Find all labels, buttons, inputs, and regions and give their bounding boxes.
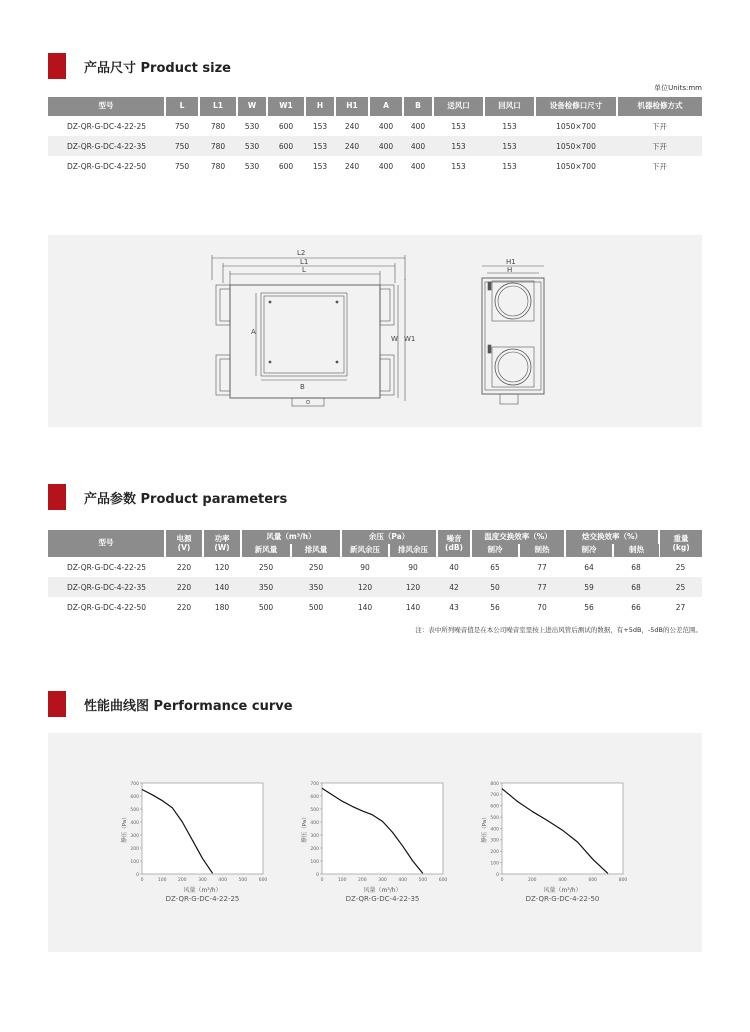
col-cooling-enth: 制冷	[565, 544, 613, 557]
table-row	[48, 116, 702, 136]
col-fresh-air: 新风量	[241, 544, 291, 557]
col-noise	[437, 530, 471, 557]
size-col-header: 送风口	[433, 97, 484, 116]
performance-chart-2	[298, 779, 449, 888]
col-pressure: 余压（Pa）	[341, 530, 437, 544]
section-accent-bar	[48, 484, 66, 510]
y-tick-label: 400	[490, 827, 499, 833]
table-cell: 500	[258, 602, 274, 612]
table-cell: 240	[344, 121, 360, 131]
table-cell: 77	[519, 577, 565, 597]
y-tick-label: 700	[310, 781, 319, 787]
table-cell: 70	[537, 602, 547, 612]
size-col-header: 机器检修方式	[617, 97, 702, 116]
col-fresh-pressure: 新风余压	[341, 544, 389, 557]
col-heating: 制热	[519, 544, 565, 557]
x-tick-label: 0	[320, 878, 324, 883]
table-cell: DZ-QR-G-DC-4-22-35	[48, 136, 165, 156]
table-cell: 25	[659, 577, 702, 597]
table-cell: 66	[631, 602, 641, 612]
table-cell: 90	[360, 562, 370, 572]
section-accent-bar	[48, 691, 66, 717]
table-cell: 120	[389, 577, 437, 597]
size-col-header: L	[165, 97, 199, 116]
table-cell: 77	[537, 562, 547, 572]
dimension-drawing	[48, 235, 702, 427]
size-col-header: H	[305, 97, 335, 116]
table-cell: 40	[449, 562, 459, 572]
table-cell: 153	[312, 161, 328, 171]
col-noise-label: 噪音 (dB)	[445, 534, 463, 552]
y-tick-label: 300	[310, 833, 319, 839]
drain-outlet	[292, 398, 324, 406]
y-tick-label: 100	[310, 859, 319, 865]
table-row	[48, 156, 702, 176]
y-tick-label: 300	[130, 833, 139, 839]
table-cell: 780	[199, 136, 237, 156]
x-tick-label: 200	[358, 878, 367, 883]
section-header-product-parameters	[48, 484, 287, 510]
y-tick-label: 400	[130, 820, 139, 826]
table-cell: DZ-QR-G-DC-4-22-25	[66, 121, 147, 131]
table-cell: 600	[278, 161, 294, 171]
table-cell: 153	[484, 136, 535, 156]
size-col-header: 型号	[48, 97, 165, 116]
y-tick-label: 200	[130, 846, 139, 852]
label-b: B	[300, 383, 305, 391]
x-tick-label: 300	[198, 878, 207, 883]
y-tick-label: 200	[490, 850, 499, 856]
table-cell: 240	[335, 136, 369, 156]
unit-body-outline	[230, 285, 380, 398]
section-header-performance-curve	[48, 691, 293, 717]
x-tick-label: 100	[157, 878, 167, 883]
col-airflow: 风量（m³/h）	[241, 530, 341, 544]
performance-chart-3	[478, 779, 629, 888]
plot-frame	[322, 783, 443, 874]
label-l: L	[302, 266, 306, 274]
col-exhaust-air: 排风量	[291, 544, 341, 557]
x-axis-label: 风量（m³/h）	[543, 887, 582, 894]
table-cell: 530	[237, 136, 267, 156]
table-cell: 1050×700	[535, 136, 617, 156]
x-tick-label: 200	[178, 878, 187, 883]
table-cell: 56	[584, 602, 594, 612]
table-cell: 250	[258, 562, 274, 572]
table-cell: DZ-QR-G-DC-4-22-35	[48, 577, 165, 597]
col-wattage	[203, 530, 241, 557]
table-cell: DZ-QR-G-DC-4-22-50	[66, 161, 147, 171]
size-col-header: 设备检修口尺寸	[535, 97, 617, 116]
section-accent-bar	[48, 53, 66, 79]
table-cell: 530	[244, 121, 260, 131]
x-tick-label: 200	[527, 878, 537, 883]
y-tick-label: 0	[496, 872, 499, 878]
label-w: W	[391, 335, 398, 343]
unit-note: 单位Units:mm	[654, 84, 702, 92]
col-model: 型号	[48, 530, 165, 557]
table-cell: 400	[410, 161, 426, 171]
table-cell: 600	[267, 136, 305, 156]
y-tick-label: 100	[130, 859, 139, 865]
table-cell: 65	[490, 562, 500, 572]
size-col-header: W1	[267, 97, 305, 116]
col-temp-eff: 温度交换效率（%）	[471, 530, 565, 544]
x-tick-label: 400	[558, 878, 567, 883]
chart-caption: DZ-QR-G-DC-4-22-25	[165, 895, 240, 903]
table-cell: 350	[241, 577, 291, 597]
col-power	[165, 530, 203, 557]
table-cell: 1050×700	[556, 161, 596, 171]
table-cell: 400	[378, 161, 394, 171]
table-cell: 153	[451, 161, 466, 171]
left-duct-top	[216, 285, 230, 325]
y-tick-label: 0	[316, 872, 319, 878]
chart-caption: DZ-QR-G-DC-4-22-50	[525, 895, 600, 903]
table-cell: 400	[410, 121, 426, 131]
y-axis-label: 静压（Pa）	[482, 814, 488, 843]
y-tick-label: 400	[310, 820, 319, 826]
x-tick-label: 500	[418, 878, 428, 883]
table-cell: 120	[341, 577, 389, 597]
table-cell: 180	[214, 602, 230, 612]
label-h1: H1	[506, 258, 516, 266]
col-cooling: 制冷	[471, 544, 519, 557]
table-cell: 153	[433, 136, 484, 156]
table-cell: 27	[675, 602, 686, 612]
x-tick-label: 600	[258, 878, 268, 883]
size-col-header: L1	[199, 97, 237, 116]
table-row	[48, 577, 702, 597]
table-cell: 220	[165, 577, 203, 597]
table-cell: 42	[437, 577, 471, 597]
y-axis-label: 静压（Pa）	[302, 814, 308, 843]
x-tick-label: 0	[140, 878, 144, 883]
right-duct-top	[380, 285, 394, 325]
table-cell: 750	[174, 161, 190, 171]
y-tick-label: 600	[310, 794, 319, 800]
section-title: 性能曲线图 Performance curve	[84, 698, 293, 714]
product-size-table	[48, 97, 702, 176]
y-axis-label: 静压（Pa）	[122, 814, 128, 843]
table-cell: 153	[451, 121, 466, 131]
y-tick-label: 700	[490, 793, 499, 799]
y-tick-label: 300	[490, 838, 499, 844]
table-cell: 153	[305, 136, 335, 156]
section-header-product-size	[48, 53, 231, 79]
y-tick-label: 600	[130, 794, 139, 800]
table-cell: 25	[675, 562, 686, 572]
table-cell: 68	[631, 562, 641, 572]
col-enth-eff: 焓交换效率（%）	[565, 530, 659, 544]
x-tick-label: 800	[618, 878, 628, 883]
col-wattage-label: 功率 (W)	[214, 534, 230, 552]
col-power-label: 电源 (V)	[176, 534, 192, 552]
table-cell: 50	[471, 577, 519, 597]
table-footnote: 注：表中所列噪音值是在本公司噪音室里按上进出风管后测试的数据，有+5dB，-5dB的公差范围。	[415, 626, 702, 634]
table-cell: 350	[291, 577, 341, 597]
dimension-drawing-panel	[48, 235, 702, 427]
table-cell: 250	[308, 562, 324, 572]
table-cell: 下开	[652, 121, 667, 131]
table-cell: 140	[405, 602, 421, 612]
table-cell: 90	[408, 562, 418, 572]
x-tick-label: 300	[378, 878, 387, 883]
y-tick-label: 0	[136, 872, 139, 878]
table-cell: 400	[378, 121, 394, 131]
y-tick-label: 100	[490, 861, 499, 867]
table-cell: 56	[490, 602, 500, 612]
x-axis-label: 风量（m³/h）	[183, 887, 222, 894]
table-cell: 43	[449, 602, 459, 612]
table-cell: 220	[176, 602, 192, 612]
y-tick-label: 500	[130, 807, 139, 813]
label-a: A	[251, 328, 256, 336]
plot-frame	[142, 783, 263, 874]
x-axis-label: 风量（m³/h）	[363, 887, 402, 894]
table-cell: 240	[344, 161, 360, 171]
col-heating-enth: 制热	[613, 544, 659, 557]
table-cell: 600	[278, 121, 294, 131]
table-cell: 400	[403, 136, 433, 156]
section-title: 产品尺寸 Product size	[84, 60, 231, 76]
x-tick-label: 400	[218, 878, 227, 883]
table-cell: 64	[584, 562, 594, 572]
y-tick-label: 200	[310, 846, 319, 852]
table-cell: 153	[502, 161, 517, 171]
table-cell: 750	[165, 136, 199, 156]
table-cell: 153	[312, 121, 328, 131]
right-duct-bottom	[380, 355, 394, 395]
section-title: 产品参数 Product parameters	[84, 491, 288, 507]
left-duct-bottom	[216, 355, 230, 395]
size-col-header: H1	[335, 97, 369, 116]
size-col-header: W	[237, 97, 267, 116]
table-cell: 1050×700	[556, 121, 596, 131]
table-cell: 780	[210, 121, 226, 131]
label-l2: L2	[297, 249, 306, 257]
table-cell: 780	[210, 161, 226, 171]
y-tick-label: 700	[130, 781, 139, 787]
x-tick-label: 500	[238, 878, 248, 883]
table-cell: 220	[176, 562, 192, 572]
table-row	[48, 557, 702, 577]
table-row	[48, 136, 702, 156]
y-tick-label: 800	[490, 781, 499, 787]
table-cell: 750	[174, 121, 190, 131]
size-col-header: A	[369, 97, 403, 116]
col-exhaust-pressure: 排风余压	[389, 544, 437, 557]
table-cell: 59	[565, 577, 613, 597]
table-cell: 500	[308, 602, 324, 612]
table-cell: 68	[613, 577, 659, 597]
x-tick-label: 100	[337, 878, 347, 883]
table-cell: 140	[203, 577, 241, 597]
x-tick-label: 600	[588, 878, 598, 883]
y-tick-label: 500	[490, 815, 499, 821]
x-tick-label: 600	[438, 878, 448, 883]
table-cell: DZ-QR-G-DC-4-22-25	[66, 562, 147, 572]
y-tick-label: 600	[490, 804, 499, 810]
table-cell: DZ-QR-G-DC-4-22-50	[66, 602, 147, 612]
x-tick-label: 400	[398, 878, 407, 883]
table-cell: 140	[357, 602, 373, 612]
x-tick-label: 0	[500, 878, 504, 883]
col-weight	[659, 530, 702, 557]
side-port-bottom-circle	[495, 349, 531, 385]
table-cell: 下开	[652, 161, 667, 171]
table-cell: 下开	[617, 136, 702, 156]
col-weight-label: 重量 (kg)	[672, 534, 690, 552]
size-col-header: B	[403, 97, 433, 116]
side-port-top-circle	[495, 283, 531, 319]
access-panel-outline	[261, 293, 347, 376]
table-cell: 153	[502, 121, 517, 131]
table-cell: 400	[369, 136, 403, 156]
table-row	[48, 597, 702, 617]
product-parameters-table	[48, 530, 702, 617]
label-h: H	[507, 266, 513, 274]
label-l1: L1	[300, 258, 309, 266]
y-tick-label: 500	[310, 807, 319, 813]
performance-chart-1	[118, 779, 269, 888]
table-header-row	[48, 530, 702, 544]
label-w1: W1	[404, 335, 416, 343]
size-col-header: 回风口	[484, 97, 535, 116]
table-header-row	[48, 97, 702, 116]
table-cell: 120	[214, 562, 230, 572]
table-cell: 530	[244, 161, 260, 171]
plot-frame	[502, 783, 623, 874]
chart-caption: DZ-QR-G-DC-4-22-35	[345, 895, 420, 903]
side-view-outline	[482, 278, 544, 394]
